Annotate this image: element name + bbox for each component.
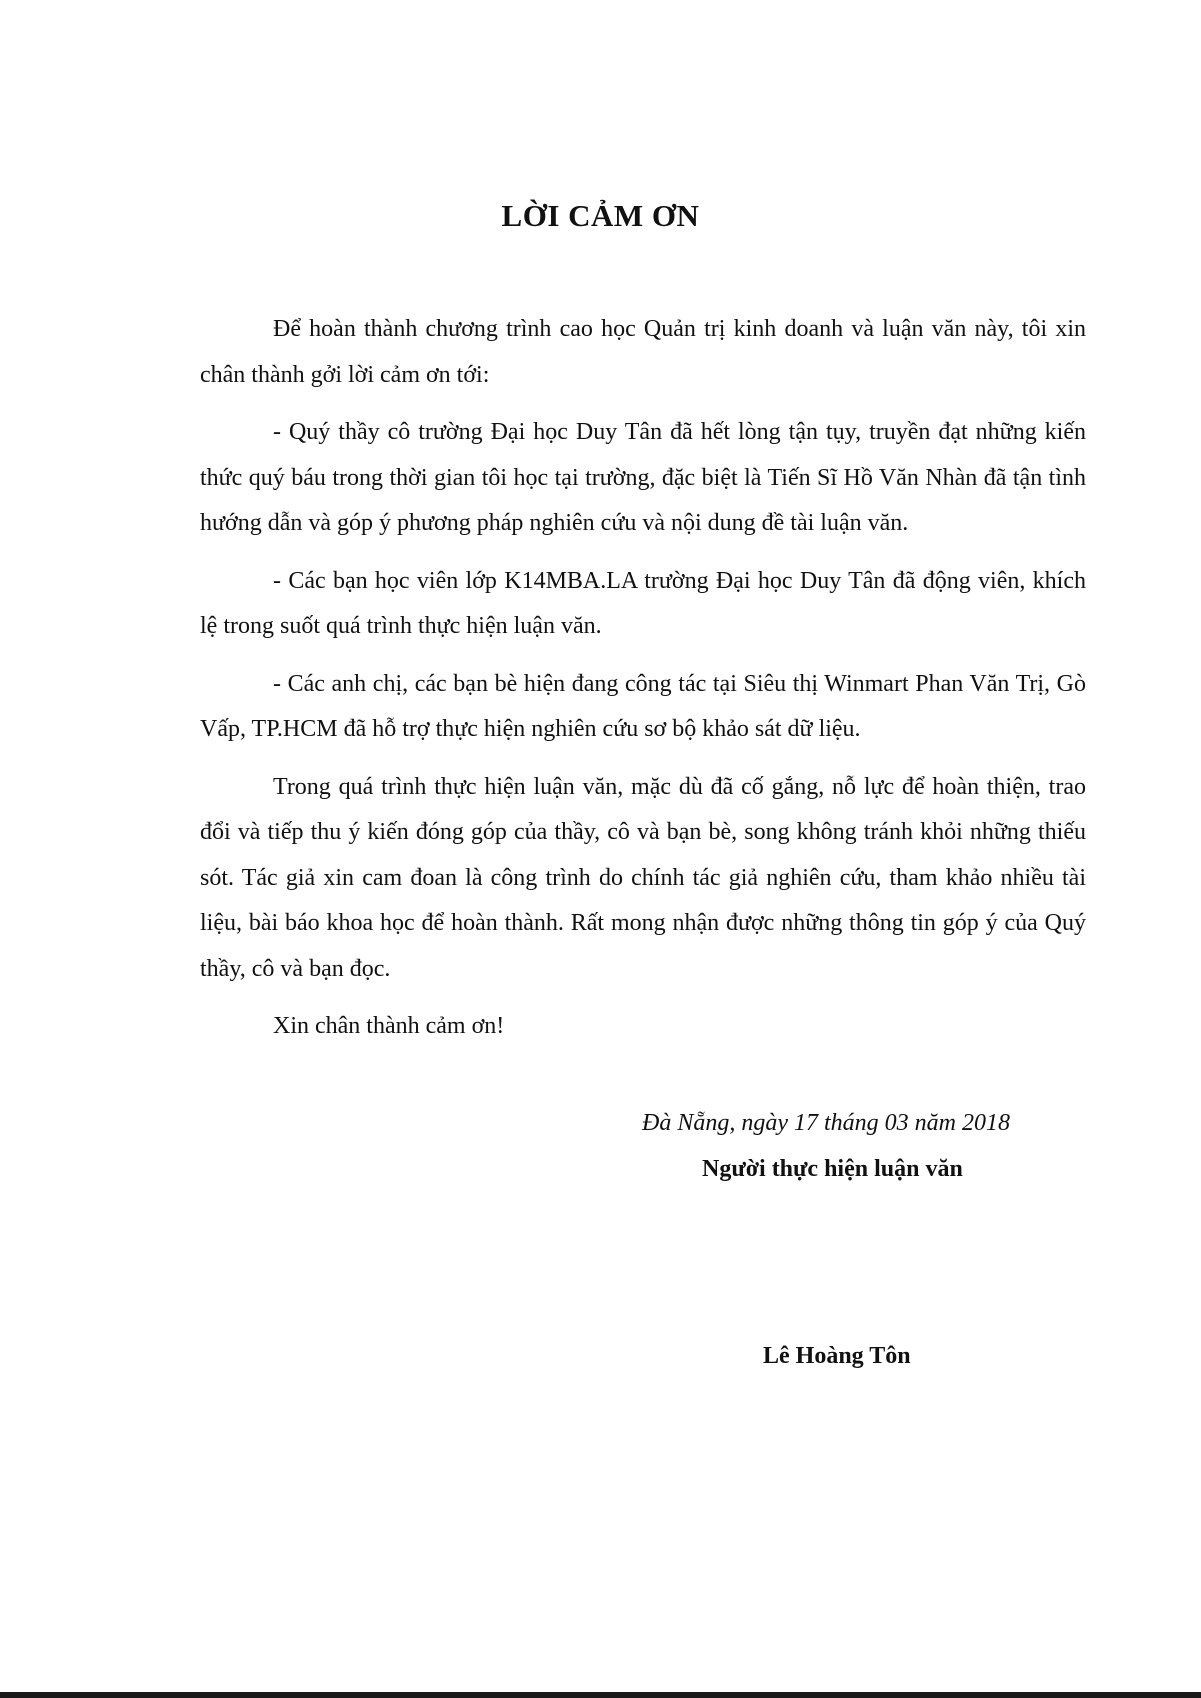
signature-role: Người thực hiện luận văn [702, 1156, 963, 1182]
page-bottom-edge [0, 1692, 1201, 1698]
document-body [200, 307, 1086, 1050]
paragraph-thanks-teachers: - Quý thầy cô trường Đại học Duy Tân đã hết lòng tận tụy, truyền đạt những kiến thức quý báu trong thời gian tôi học tại trường, đặc biệt là Tiến Sĩ Hồ Văn Nhàn đã tận tình hướng dẫn và góp ý phương pháp nghiên cứu và nội dung đề tài luận văn. [200, 419, 1086, 536]
signature-name: Lê Hoàng Tôn [763, 1343, 911, 1369]
paragraph-final-thanks: Xin chân thành cảm ơn! [273, 1013, 505, 1039]
page-title: LỜI CẢM ƠN [501, 198, 700, 233]
signature-place-date: Đà Nẵng, ngày 17 tháng 03 năm 2018 [642, 1110, 1010, 1136]
paragraph-thanks-classmates: - Các bạn học viên lớp K14MBA.LA trường Đại học Duy Tân đã động viên, khích lệ trong suốt quá trình thực hiện luận văn. [200, 567, 1086, 639]
paragraph-closing: Trong quá trình thực hiện luận văn, mặc dù đã cố gắng, nỗ lực để hoàn thiện, trao đổi và tiếp thu ý kiến đóng góp của thầy, cô và bạn bè, song không tránh khỏi những thiếu sót. Tác giả xin cam đoan là công trình do chính tác giả nghiên cứu, tham khảo nhiều tài liệu, bài báo khoa học để hoàn thành. Rất mong nhận được những thông tin góp ý của Quý thầy, cô và bạn đọc. [200, 773, 1086, 982]
paragraph-thanks-colleagues: - Các anh chị, các bạn bè hiện đang công tác tại Siêu thị Winmart Phan Văn Trị, Gò Vấp, TP.HCM đã hỗ trợ thực hiện nghiên cứu sơ bộ khảo sát dữ liệu. [200, 670, 1086, 742]
paragraph-intro: Để hoàn thành chương trình cao học Quản trị kinh doanh và luận văn này, tôi xin chân thành gởi lời cảm ơn tới: [200, 316, 1086, 388]
